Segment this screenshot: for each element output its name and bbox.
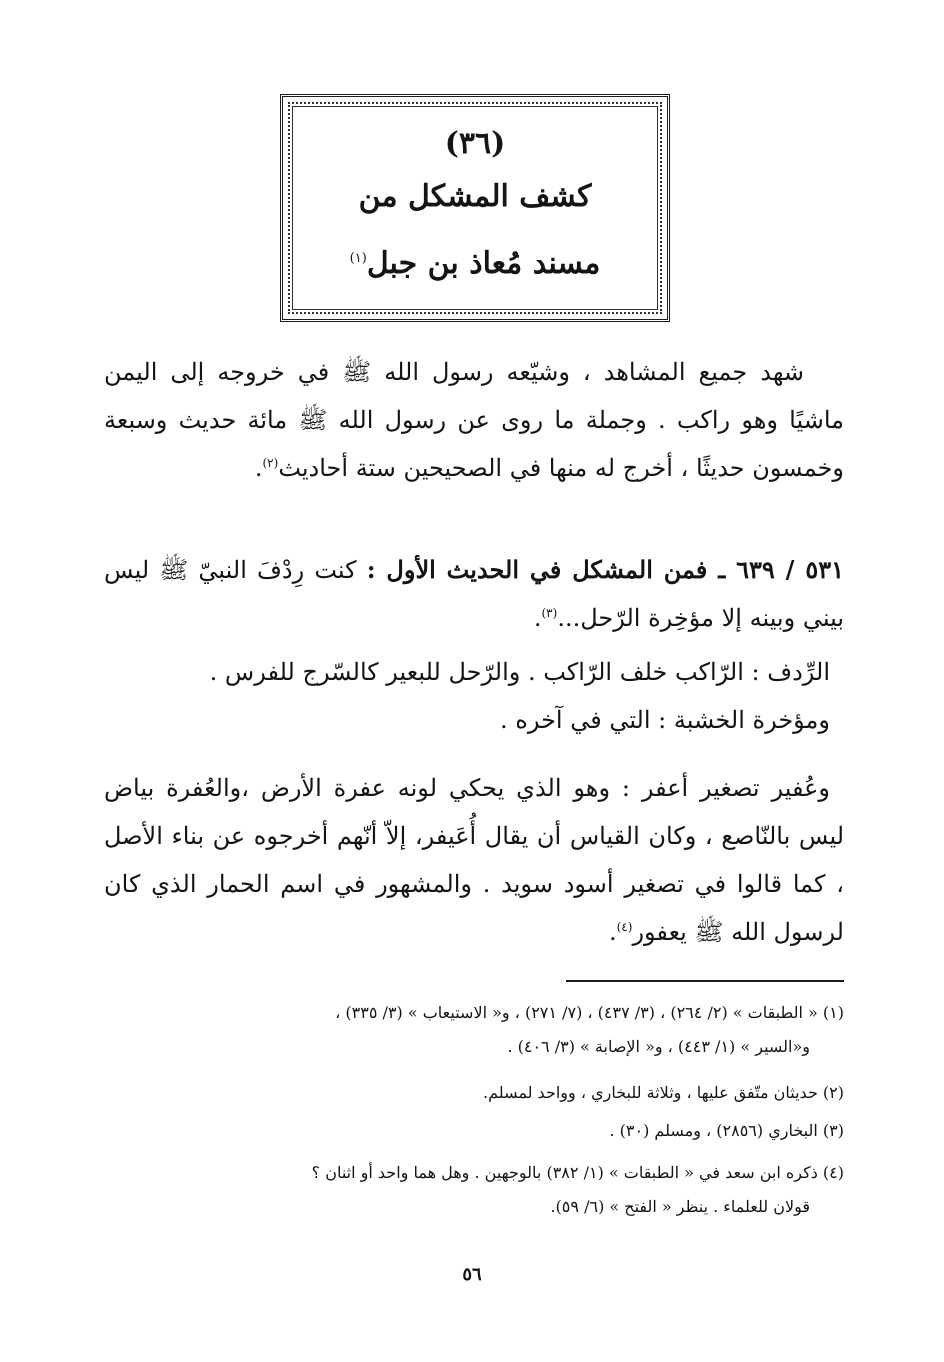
footnote-4-line-1: (٤) ذكره ابن سعد في « الطبقات » (١/ ٣٨٢) بالوجهين . وهل هما واحد أو اثنان ؟ — [311, 1163, 844, 1182]
footnote-1 — [104, 996, 844, 1064]
paragraph-end-mark: . — [254, 454, 263, 482]
paragraph-biography — [104, 348, 844, 492]
paragraph-hadith — [104, 546, 844, 642]
paragraph-biography-text: شهد جميع المشاهد ، وشيّعه رسول الله ﷺ في خروجه إلى اليمن ماشيًا وهو راكب . وجملة ما روى عن رسول الله ﷺ مائة حديث وسبعة وخمسون حديثًا ، أخرج له منها في الصحيحين ستة أحاديث — [104, 358, 844, 482]
paragraph-end-mark: . — [533, 604, 542, 632]
footnote-ref-4: (٤) — [616, 920, 633, 934]
paragraph-definitions — [104, 648, 844, 744]
footnote-ref-2: (٢) — [262, 456, 279, 470]
footnote-divider — [566, 980, 844, 982]
footnote-4 — [104, 1156, 844, 1224]
definition-line-2: ومؤخرة الخشبة : التي في آخره . — [500, 706, 830, 734]
footnote-3: (٣) البخاري (٢٨٥٦) ، ومسلم (٣٠) . — [609, 1121, 844, 1140]
definition-line-1: الرِّدف : الرّاكب خلف الرّاكب . والرّحل للبعير كالسّرج للفرس . — [209, 658, 830, 686]
chapter-title-line-1: كشف المشكل من — [358, 178, 592, 214]
footnote-ref-3: (٣) — [541, 606, 558, 620]
footnote-ref-1: (١) — [349, 250, 367, 266]
chapter-title-text: مسند مُعاذ بن جبل — [366, 245, 601, 281]
page-number: ٥٦ — [462, 1264, 482, 1285]
paragraph-ufair-text: وعُفير تصغير أعفر : وهو الذي يحكي لونه عفرة الأرض ،والعُفرة بياض ليس بالنّاصع ، وكان القياس أن يقال أُعَيفر، إلاّ أنّهم أخرجوه عن بناء الأصل ، كما قالوا في تصغير أسود سويد . والمشهور في اسم الحمار الذي كان لرسول الله ﷺ يعفور — [104, 774, 845, 946]
footnote-1-line-2: و«السير » (١/ ٤٤٣) ، و« الإصابة » (٣/ ٤٠٦) . — [507, 1037, 810, 1056]
hadith-text: كنت رِدْفَ النبيّ ﷺ ليس بيني وبينه إلا مؤخِرة الرّحل... — [104, 556, 844, 632]
chapter-number: (٣٦) — [444, 125, 506, 161]
hadith-heading: ٥٣١ / ٦٣٩ ـ فمن المشكل في الحديث الأول : — [366, 555, 844, 584]
paragraph-end-mark: . — [608, 918, 617, 946]
chapter-title-inner — [288, 102, 662, 314]
footnote-4-line-2: قولان للعلماء . ينظر « الفتح » (٦/ ٥٩). — [550, 1197, 810, 1216]
footnote-2: (٢) حديثان متّفق عليها ، وثلاثة للبخاري ، وواحد لمسلم. — [483, 1083, 844, 1102]
chapter-title-line-2 — [350, 228, 601, 295]
chapter-title-frame — [280, 94, 670, 322]
footnote-1-line-1: (١) « الطبقات » (٢/ ٢٦٤) ، (٣/ ٤٣٧) ، (٧/ ٢٧١) ، و« الاستيعاب » (٣/ ٣٣٥) ، — [335, 1003, 844, 1022]
paragraph-ufair — [104, 764, 844, 956]
